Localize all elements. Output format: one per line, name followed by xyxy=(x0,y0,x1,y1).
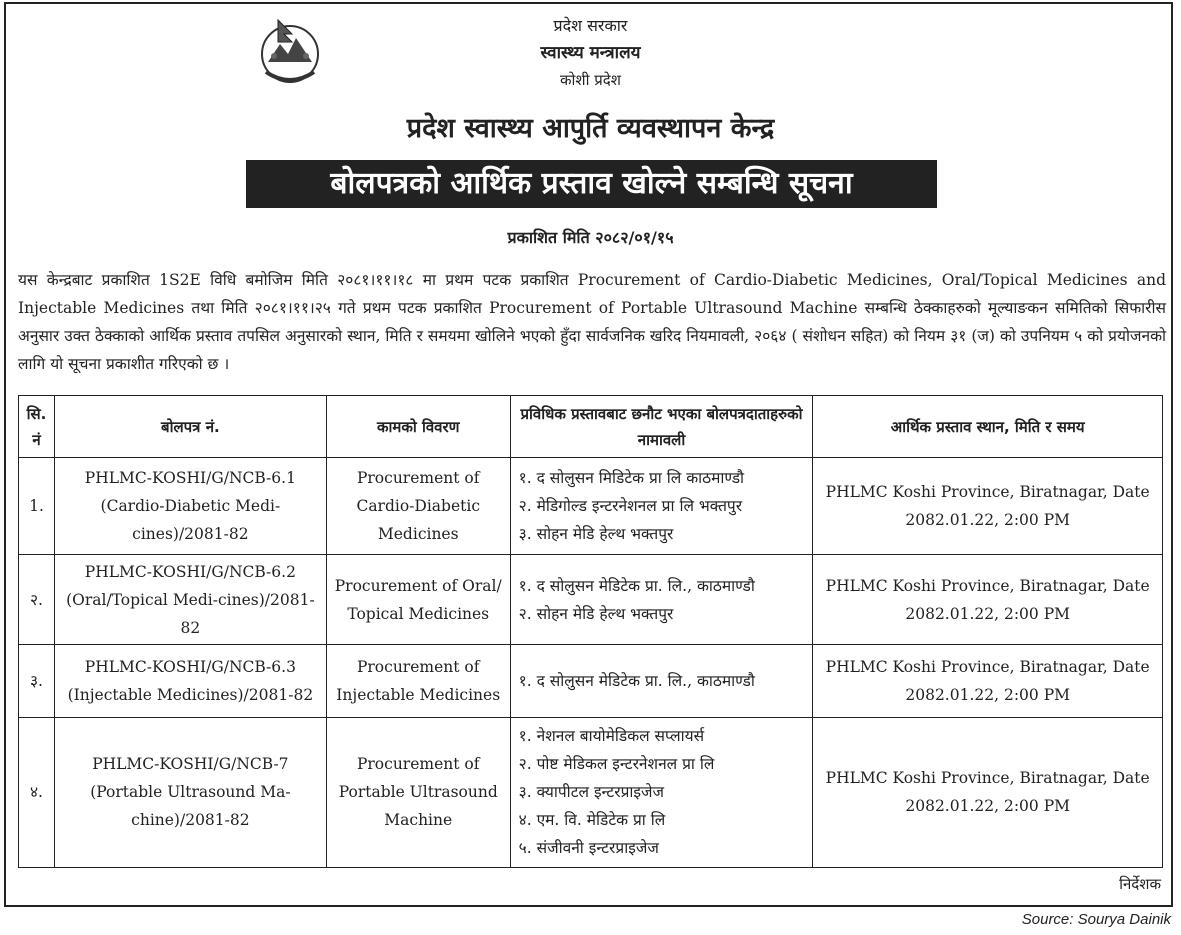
header-ministry: स्वास्थ्य मन्त्रालय xyxy=(540,43,641,63)
cell-bid-no: PHLMC-KOSHI/G/NCB-6.2 (Oral/Topical Medi-cines)/2081-82 xyxy=(54,555,326,645)
source-credit: Source: Sourya Dainik xyxy=(1021,911,1171,928)
intro-paragraph: यस केन्द्रबाट प्रकाशित 1S2E विधि बमोजिम मिति २०८१।११।१८ मा प्रथम पटक प्रकाशित Procurement of Cardio-Diabetic Medicines, Oral/Topical Medicines and Injectable Medicines तथा मिति २०८१।११।२५ गते प्रथम पटक प्रकाशित Procurement of Portable Ultrasound Machine सम्बन्धि ठेक्काहरुको मूल्याङकन समितिको सिफारीस अनुसार उक्त ठेक्काको आर्थिक प्रस्ताव तपसिल अनुसारको स्थान, मिति र समयमा खोलिने भएको हुँदा सार्वजनिक खरिद नियमावली, २०६४ ( संशोधन सहित) को नियम ३१ (ज) को उपनियम ५ को प्रयोजनको लागि यो सूचना प्रकाशीत गरिएको छ । xyxy=(18,271,1166,373)
header-sn: सि. नं xyxy=(19,396,55,458)
cell-bid-no: PHLMC-KOSHI/G/NCB-6.3 (Injectable Medicines)/2081-82 xyxy=(54,645,326,717)
center-name: प्रदेश स्वास्थ्य आपुर्ति व्यवस्थापन केन्द्र xyxy=(406,113,775,144)
cell-bidders xyxy=(510,645,813,717)
bidder-name: ३. सोहन मेडि हेल्थ भक्तपुर xyxy=(518,525,674,544)
cell-sn: 1. xyxy=(19,458,55,555)
bidder-name: २. सोहन मेडि हेल्थ भक्तपुर xyxy=(518,604,674,623)
cell-bidders xyxy=(510,458,813,555)
cell-opening: PHLMC Koshi Province, Biratnagar, Date 2082.01.22, 2:00 PM xyxy=(813,645,1163,717)
header-bidders: प्रविधिक प्रस्तावबाट छनौट भएका बोलपत्रदाताहरुको नामावली xyxy=(510,396,813,458)
bidder-name: १. नेशनल बायोमेडिकल सप्लायर्स xyxy=(518,727,705,746)
cell-bid-no: PHLMC-KOSHI/G/NCB-6.1 (Cardio-Diabetic Medi-cines)/2081-82 xyxy=(54,458,326,555)
cell-opening: PHLMC Koshi Province, Biratnagar, Date 2082.01.22, 2:00 PM xyxy=(813,717,1163,867)
cell-work: Procurement of Cardio-Diabetic Medicines xyxy=(326,458,510,555)
cell-work: Procurement of Oral/ Topical Medicines xyxy=(326,555,510,645)
bidder-name: १. द सोलुसन मेडिटेक प्रा. लि., काठमाण्डौ xyxy=(518,672,755,691)
bidder-name: ४. एम. वि. मेडिटेक प्रा लि xyxy=(518,811,666,830)
header-bid-no: बोलपत्र नं. xyxy=(54,396,326,458)
table-row xyxy=(19,645,1163,717)
cell-bid-no: PHLMC-KOSHI/G/NCB-7 (Portable Ultrasound Ma-chine)/2081-82 xyxy=(54,717,326,867)
signoff-director: निर्देशक xyxy=(1119,875,1161,893)
bidder-name: ५. संजीवनी इन्टरप्राइजेज xyxy=(518,839,659,858)
cell-opening: PHLMC Koshi Province, Biratnagar, Date 2082.01.22, 2:00 PM xyxy=(813,555,1163,645)
cell-work: Procurement of Injectable Medicines xyxy=(326,645,510,717)
cell-bidders xyxy=(510,717,813,867)
bids-table xyxy=(18,395,1163,868)
table-header-row xyxy=(19,396,1163,458)
bidder-name: २. पोष्ट मेडिकल इन्टरनेशनल प्रा लि xyxy=(518,755,715,774)
bidder-name: ३. क्यापीटल इन्टरप्राइजेज xyxy=(518,783,665,802)
table-row xyxy=(19,717,1163,867)
published-date: प्रकाशित मिति २०८२/०१/१५ xyxy=(507,228,674,247)
header-province-govt: प्रदेश सरकार xyxy=(553,16,628,35)
cell-bidders xyxy=(510,555,813,645)
header-province: कोशी प्रदेश xyxy=(560,71,621,89)
bidder-name: १. द सोलुसन मेडिटेक प्रा. लि., काठमाण्डौ xyxy=(518,576,755,595)
header-work: कामको विवरण xyxy=(326,396,510,458)
table-row xyxy=(19,458,1163,555)
cell-sn: २. xyxy=(19,555,55,645)
cell-sn: ४. xyxy=(19,717,55,867)
notice-title: बोलपत्रको आर्थिक प्रस्ताव खोल्ने सम्बन्धि सूचना xyxy=(246,160,937,208)
cell-sn: ३. xyxy=(19,645,55,717)
bidder-name: २. मेडिगोल्ड इन्टरनेशनल प्रा लि भक्तपुर xyxy=(518,497,743,516)
cell-work: Procurement of Portable Ultrasound Machine xyxy=(326,717,510,867)
cell-opening: PHLMC Koshi Province, Biratnagar, Date 2082.01.22, 2:00 PM xyxy=(813,458,1163,555)
header-opening: आर्थिक प्रस्ताव स्थान, मिति र समय xyxy=(813,396,1163,458)
table-row xyxy=(19,555,1163,645)
bidder-name: १. द सोलुसन मिडिटेक प्रा लि काठमाण्डौ xyxy=(518,469,745,488)
